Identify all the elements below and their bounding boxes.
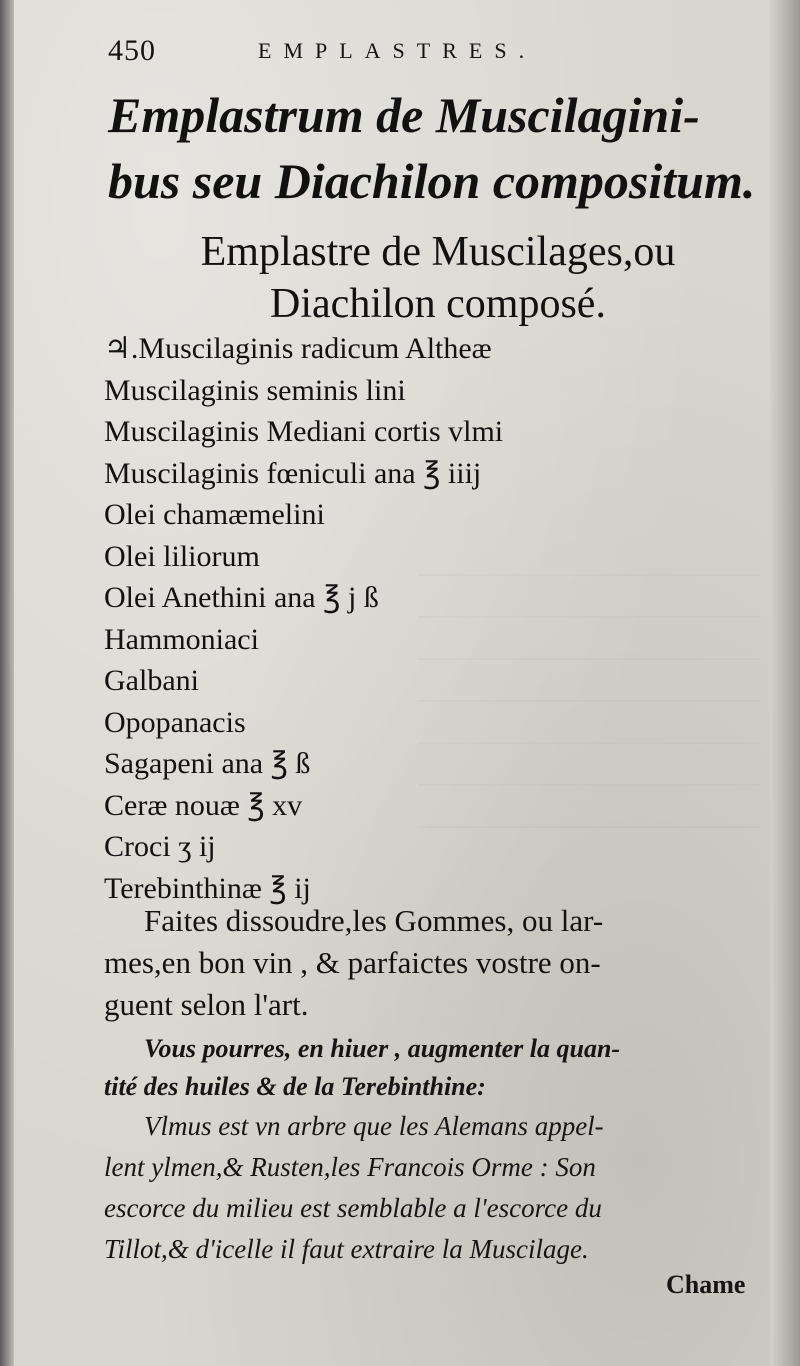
- recipe-ingredient-list: [104, 328, 744, 909]
- note-line: Vlmus est vn arbre que les Alemans appel-: [144, 1111, 604, 1141]
- running-head: EMPLASTRES.: [258, 38, 537, 63]
- ingredient-line: Muscilaginis Mediani cortis vlmi: [104, 415, 504, 448]
- note-line: tité des huiles & de la Terebinthine:: [104, 1072, 486, 1101]
- ingredient-line: Croci ʒ ij: [104, 830, 216, 863]
- note-line: escorce du milieu est semblable a l'escorce du: [104, 1193, 602, 1223]
- latin-title-line: bus seu Diachilon compositum.: [108, 153, 756, 209]
- ingredient-line: Sagapeni ana ℥ ß: [104, 747, 311, 780]
- note-line: Vous pourres, en hiuer , augmenter la quan-: [144, 1034, 621, 1063]
- french-title-line: Diachilon composé.: [270, 281, 606, 327]
- ingredient-line: Muscilaginis seminis lini: [104, 373, 406, 407]
- latin-title-line: Emplastrum de Muscilagini-: [108, 87, 700, 143]
- winter-note: [104, 1030, 774, 1106]
- french-title-line: Emplastre de Muscilages,ou: [200, 229, 676, 275]
- preparation-instructions: [104, 900, 764, 1026]
- ingredient-line: Olei liliorum: [104, 539, 260, 573]
- ingredient-line: Olei Anethini ana ℥ j ß: [104, 581, 379, 614]
- ingredient-line: Terebinthinæ ℥ ij: [104, 871, 311, 905]
- latin-title: [108, 82, 768, 214]
- instruction-line: mes,en bon vin , & parfaictes vostre on-: [104, 945, 601, 980]
- instruction-line: guent selon l'art.: [104, 987, 309, 1022]
- ingredient-line: Opopanacis: [104, 705, 246, 739]
- page-gutter-shadow: [0, 0, 14, 1366]
- ingredient-line: Galbani: [104, 664, 199, 697]
- page-header: [108, 30, 628, 74]
- ingredient-line: Ceræ nouæ ℥ xv: [104, 788, 303, 822]
- note-line: Tillot,& d'icelle il faut extraire la Muscilage.: [104, 1234, 589, 1264]
- page-number: 450: [108, 34, 156, 67]
- ingredient-line: Muscilaginis fœniculi ana ℥ iiij: [104, 456, 482, 490]
- instruction-line: Faites dissoudre,les Gommes, ou lar-: [144, 903, 604, 938]
- ingredient-line: Hammoniaci: [104, 622, 259, 656]
- note-line: lent ylmen,& Rusten,les Francois Orme : Son: [104, 1152, 596, 1182]
- french-title: [108, 226, 768, 330]
- ingredient-line: ♃.Muscilaginis radicum Altheæ: [104, 332, 492, 365]
- ingredient-line: Olei chamæmelini: [104, 498, 325, 531]
- page-edge-shadow: [770, 0, 800, 1366]
- catchword: Chame: [666, 1270, 746, 1299]
- elm-note: [104, 1106, 774, 1270]
